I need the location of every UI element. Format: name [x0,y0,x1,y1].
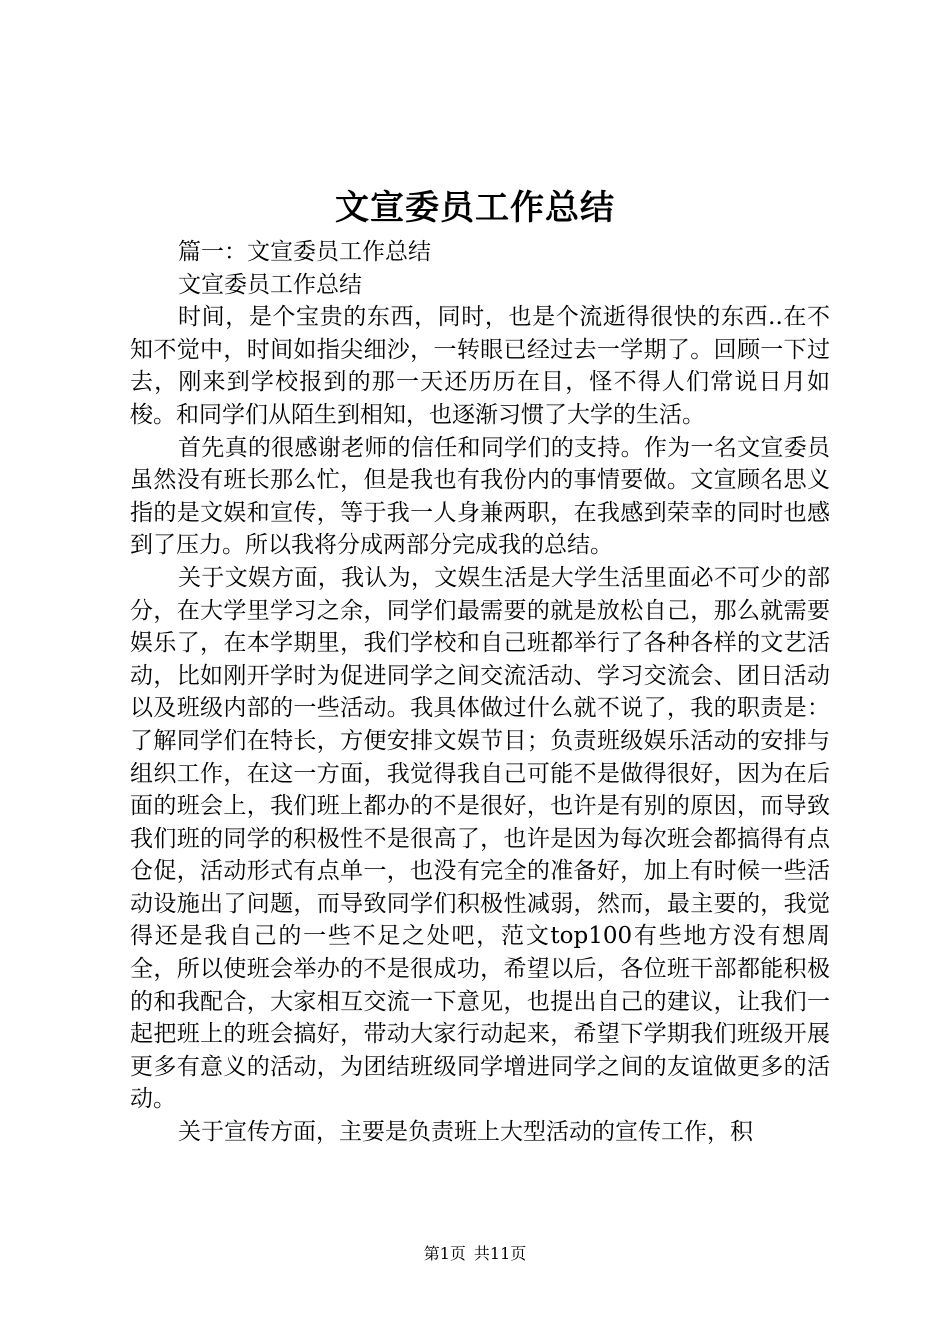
page-total: 共11页 [473,1244,527,1263]
paragraph-publicity: 关于宣传方面，主要是负责班上大型活动的宣传工作，积 [178,1119,753,1146]
paragraph-thanks: 首先真的很感谢老师的信任和同学们的支持。作为一名文宣委员虽然没有班长那么忙，但是我也有我份内的事情要做。文宣顾名思义指的是文娱和宣传，等于我一人身兼两职，在我感到荣幸的同时也感到了压力。所以我将分成两部分完成我的总结。 [130,434,830,559]
page-number: 第1页 [423,1244,466,1263]
paragraph-intro: 时间，是个宝贵的东西，同时，也是个流逝得很快的东西..在不知不觉中，时间如指尖细沙，一转眼已经过去一学期了。回顾一下过去，刚来到学校报到的那一天还历历在目，怪不得人们常说日月如梭。和同学们从陌生到相知，也逐渐习惯了大学的生活。 [130,304,830,428]
page-footer [0,1243,950,1265]
subsection-heading: 文宣委员工作总结 [178,271,362,298]
document-body [130,236,830,1149]
document-title: 文宣委员工作总结 [335,188,615,228]
section-heading: 篇一：文宣委员工作总结 [178,239,431,265]
paragraph-entertainment: 关于文娱方面，我认为，文娱生活是大学生活里面必不可少的部分，在大学里学习之余，同学们最需要的就是放松自己，那么就需要娱乐了，在本学期里，我们学校和自己班都举行了各种各样的文艺活动，比如刚开学时为促进同学之间交流活动、学习交流会、团日活动以及班级内部的一些活动。我具体做过什么就不说了，我的职责是：了解同学们在特长，方便安排文娱节目；负责班级娱乐活动的安排与组织工作，在这一方面，我觉得我自己可能不是做得很好，因为在后面的班会上，我们班上都办的不是很好，也许是有别的原因，而导致我们班的同学的积极性不是很高了，也许是因为每次班会都搞得有点仓促，活动形式有点单一，也没有完全的准备好，加上有时候一些活动设施出了问题，而导致同学们积极性减弱，然而，最主要的，我觉得还是我自己的一些不足之处吧，范文top100有些地方没有想周全，所以使班会举办的不是很成功，希望以后，各位班干部都能积极的和我配合，大家相互交流一下意见，也提出自己的建议，让我们一起把班上的班会搞好，带动大家行动起来，希望下学期我们班级开展更多有意义的活动，为团结班级同学增进同学之间的友谊做更多的活动。 [130,564,830,1113]
